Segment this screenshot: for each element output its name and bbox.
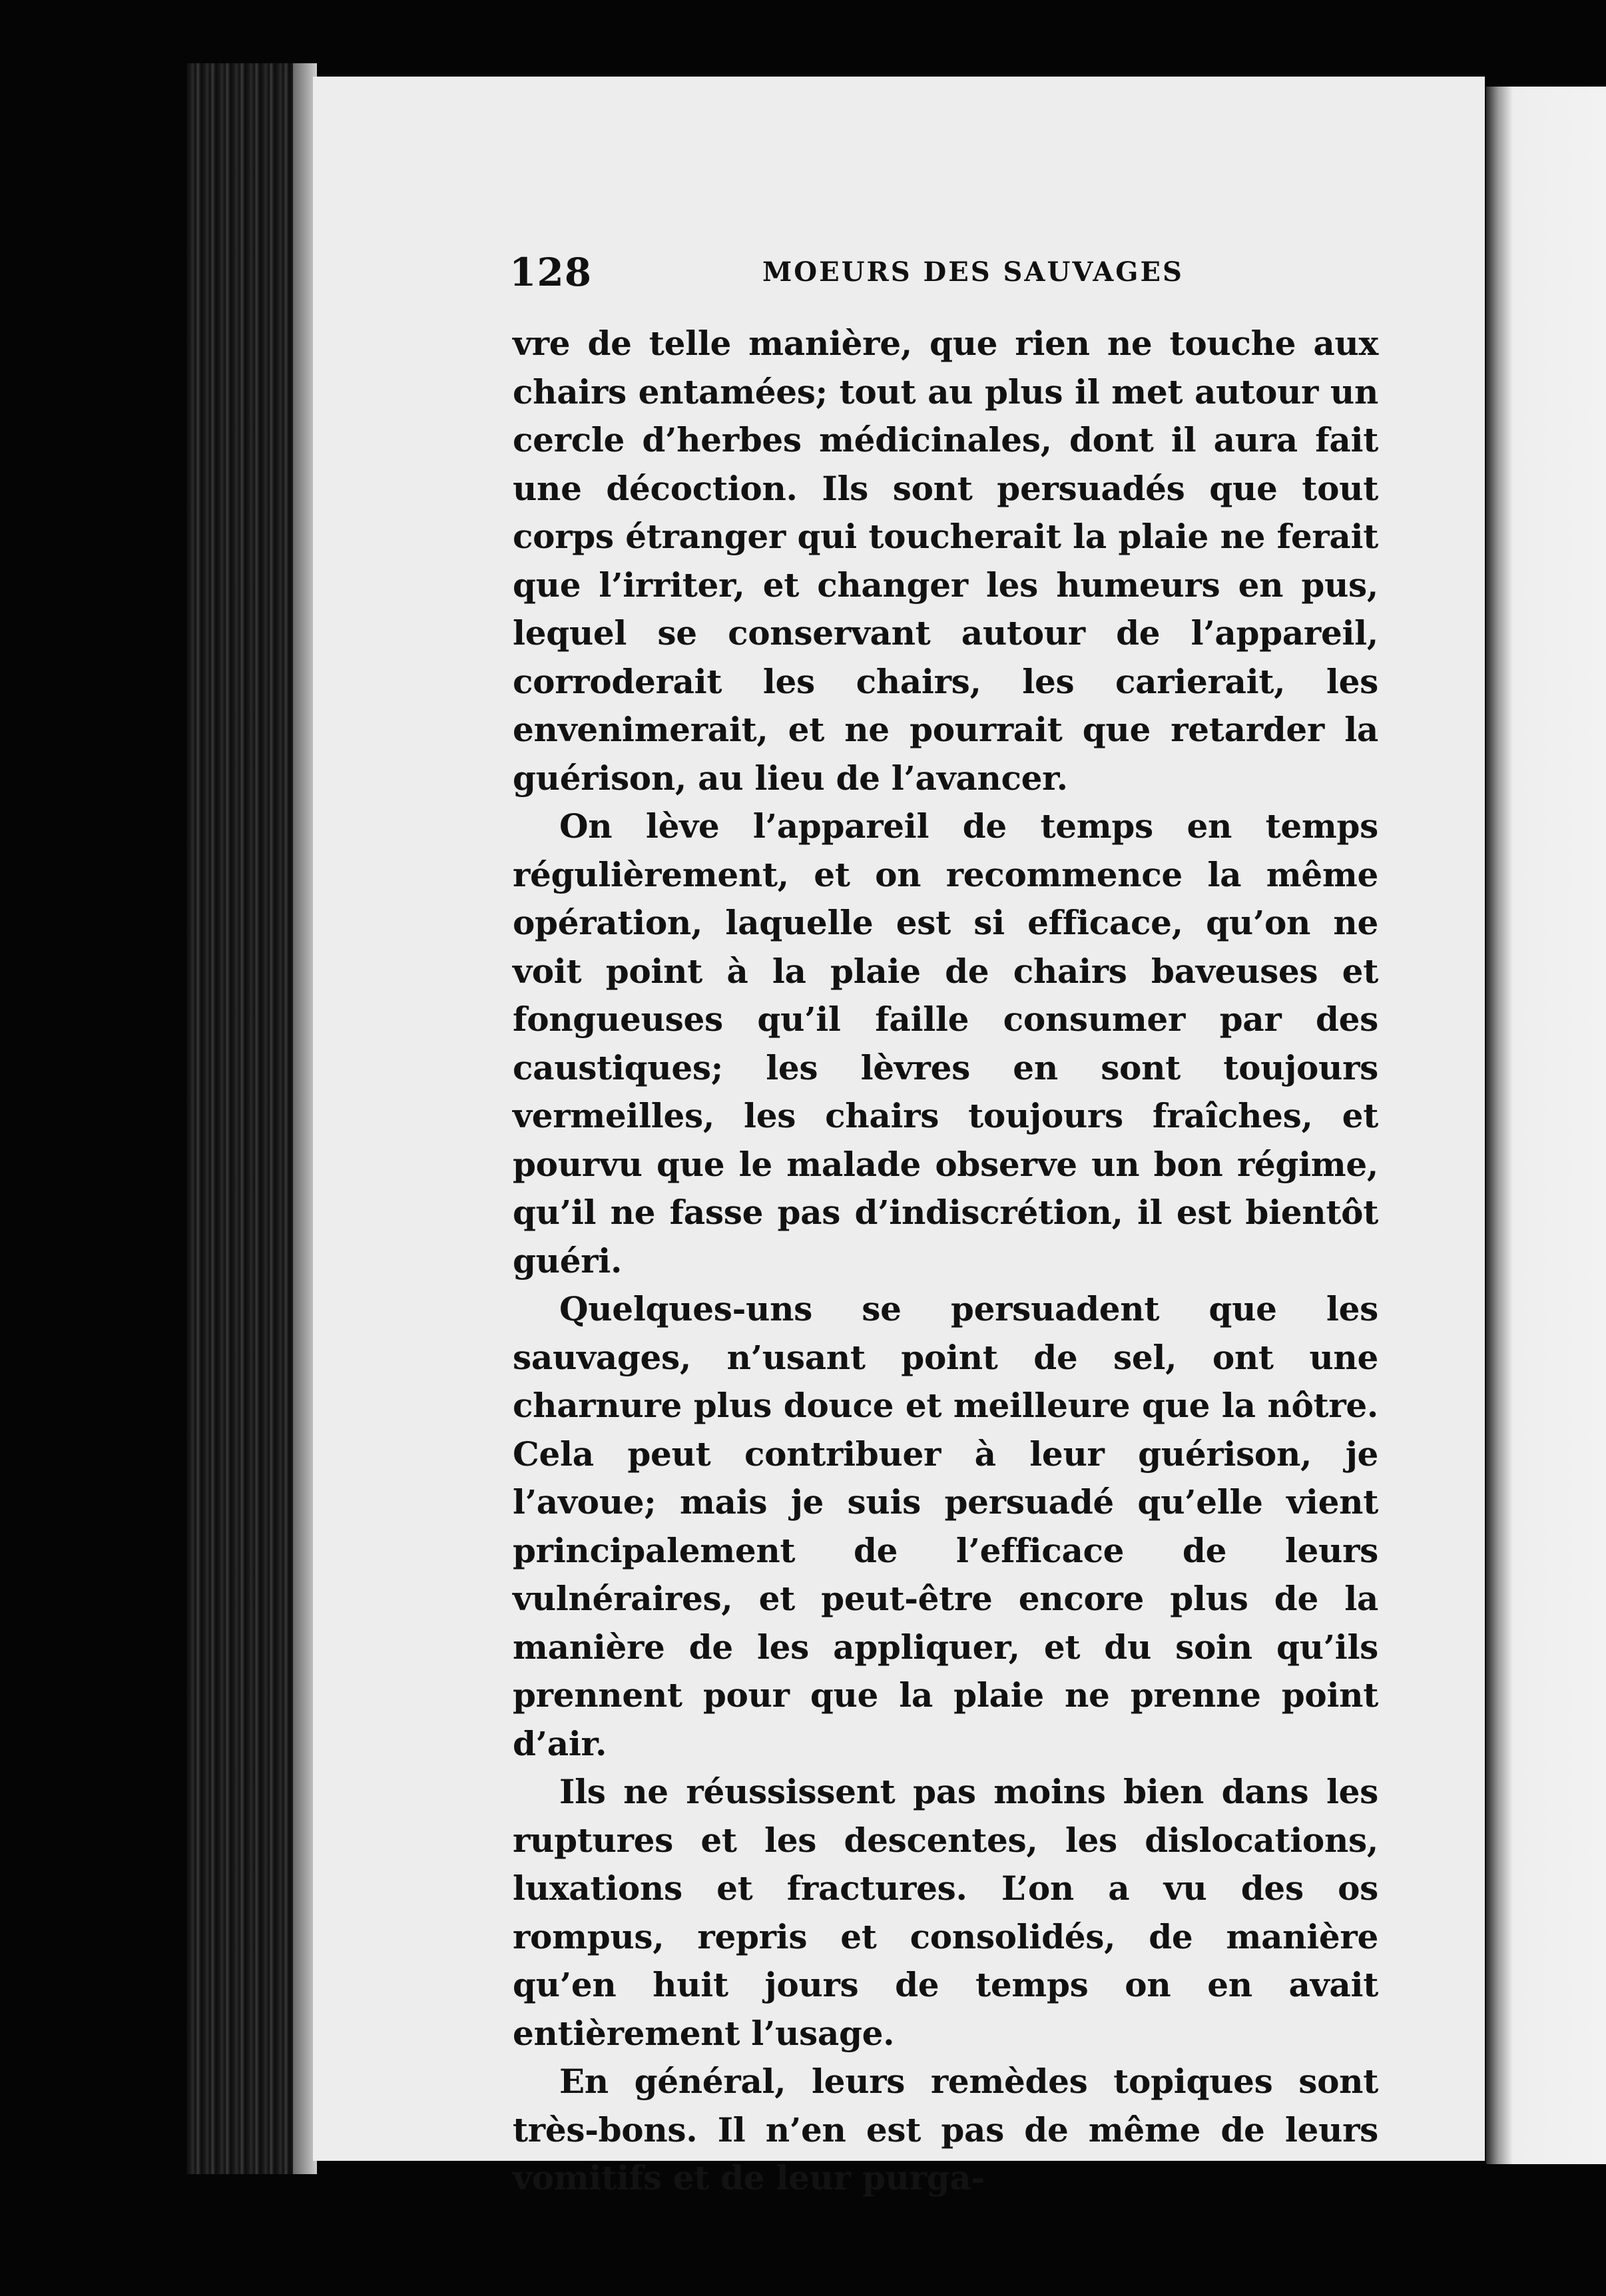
book-page-edges: [186, 63, 303, 2174]
body-text: [513, 320, 1378, 2203]
facing-page-edge: [1486, 87, 1606, 2164]
paragraph: On lève l’appareil de temps en temps régulièrement, et on recommence la même opération, laquelle est si efficace, qu’on ne voit point à la plaie de chairs baveuses et fongueuses qu’il faille consumer par des caustiques; les lèvres en sont toujours vermeilles, les chairs toujours fraîches, et pourvu que le malade observe un bon régime, qu’il ne fasse pas d’indiscrétion, il est bientôt guéri.: [513, 806, 1378, 1281]
running-head-title: MOEURS DES SAUVAGES: [762, 256, 1184, 288]
page-number: 128: [509, 250, 593, 295]
paragraph: vre de telle manière, que rien ne touche aux chairs entamées; tout au plus il met autour un cercle d’herbes médicinales, dont il aura fait une décoction. Ils sont persuadés que tout corps étranger qui toucherait la plaie ne ferait que l’irriter, et changer les humeurs en pus, lequel se conservant autour de l’appareil, corroderait les chairs, les carierait, les envenimerait, et ne pourrait que retarder la guérison, au lieu de l’avancer.: [513, 324, 1378, 798]
paragraph: En général, leurs remèdes topiques sont très-bons. Il n’en est pas de même de leurs vomitifs et de leur purga-: [513, 2062, 1378, 2197]
running-head: [509, 250, 1375, 303]
paragraph: Ils ne réussissent pas moins bien dans les ruptures et les descentes, les dislocations, luxations et fractures. L’on a vu des os rompus, repris et consolidés, de manière qu’en huit jours de temps on en avait entièrement l’usage.: [513, 1772, 1378, 2053]
paragraph: Quelques-uns se persuadent que les sauvages, n’usant point de sel, ont une charnure plus douce et meilleure que la nôtre. Cela peut contribuer à leur guérison, je l’avoue; mais je suis persuadé qu’elle vient principalement de l’efficace de leurs vulnéraires, et peut-être encore plus de la manière de les appliquer, et du soin qu’ils prennent pour que la plaie ne prenne point d’air.: [513, 1289, 1378, 1763]
